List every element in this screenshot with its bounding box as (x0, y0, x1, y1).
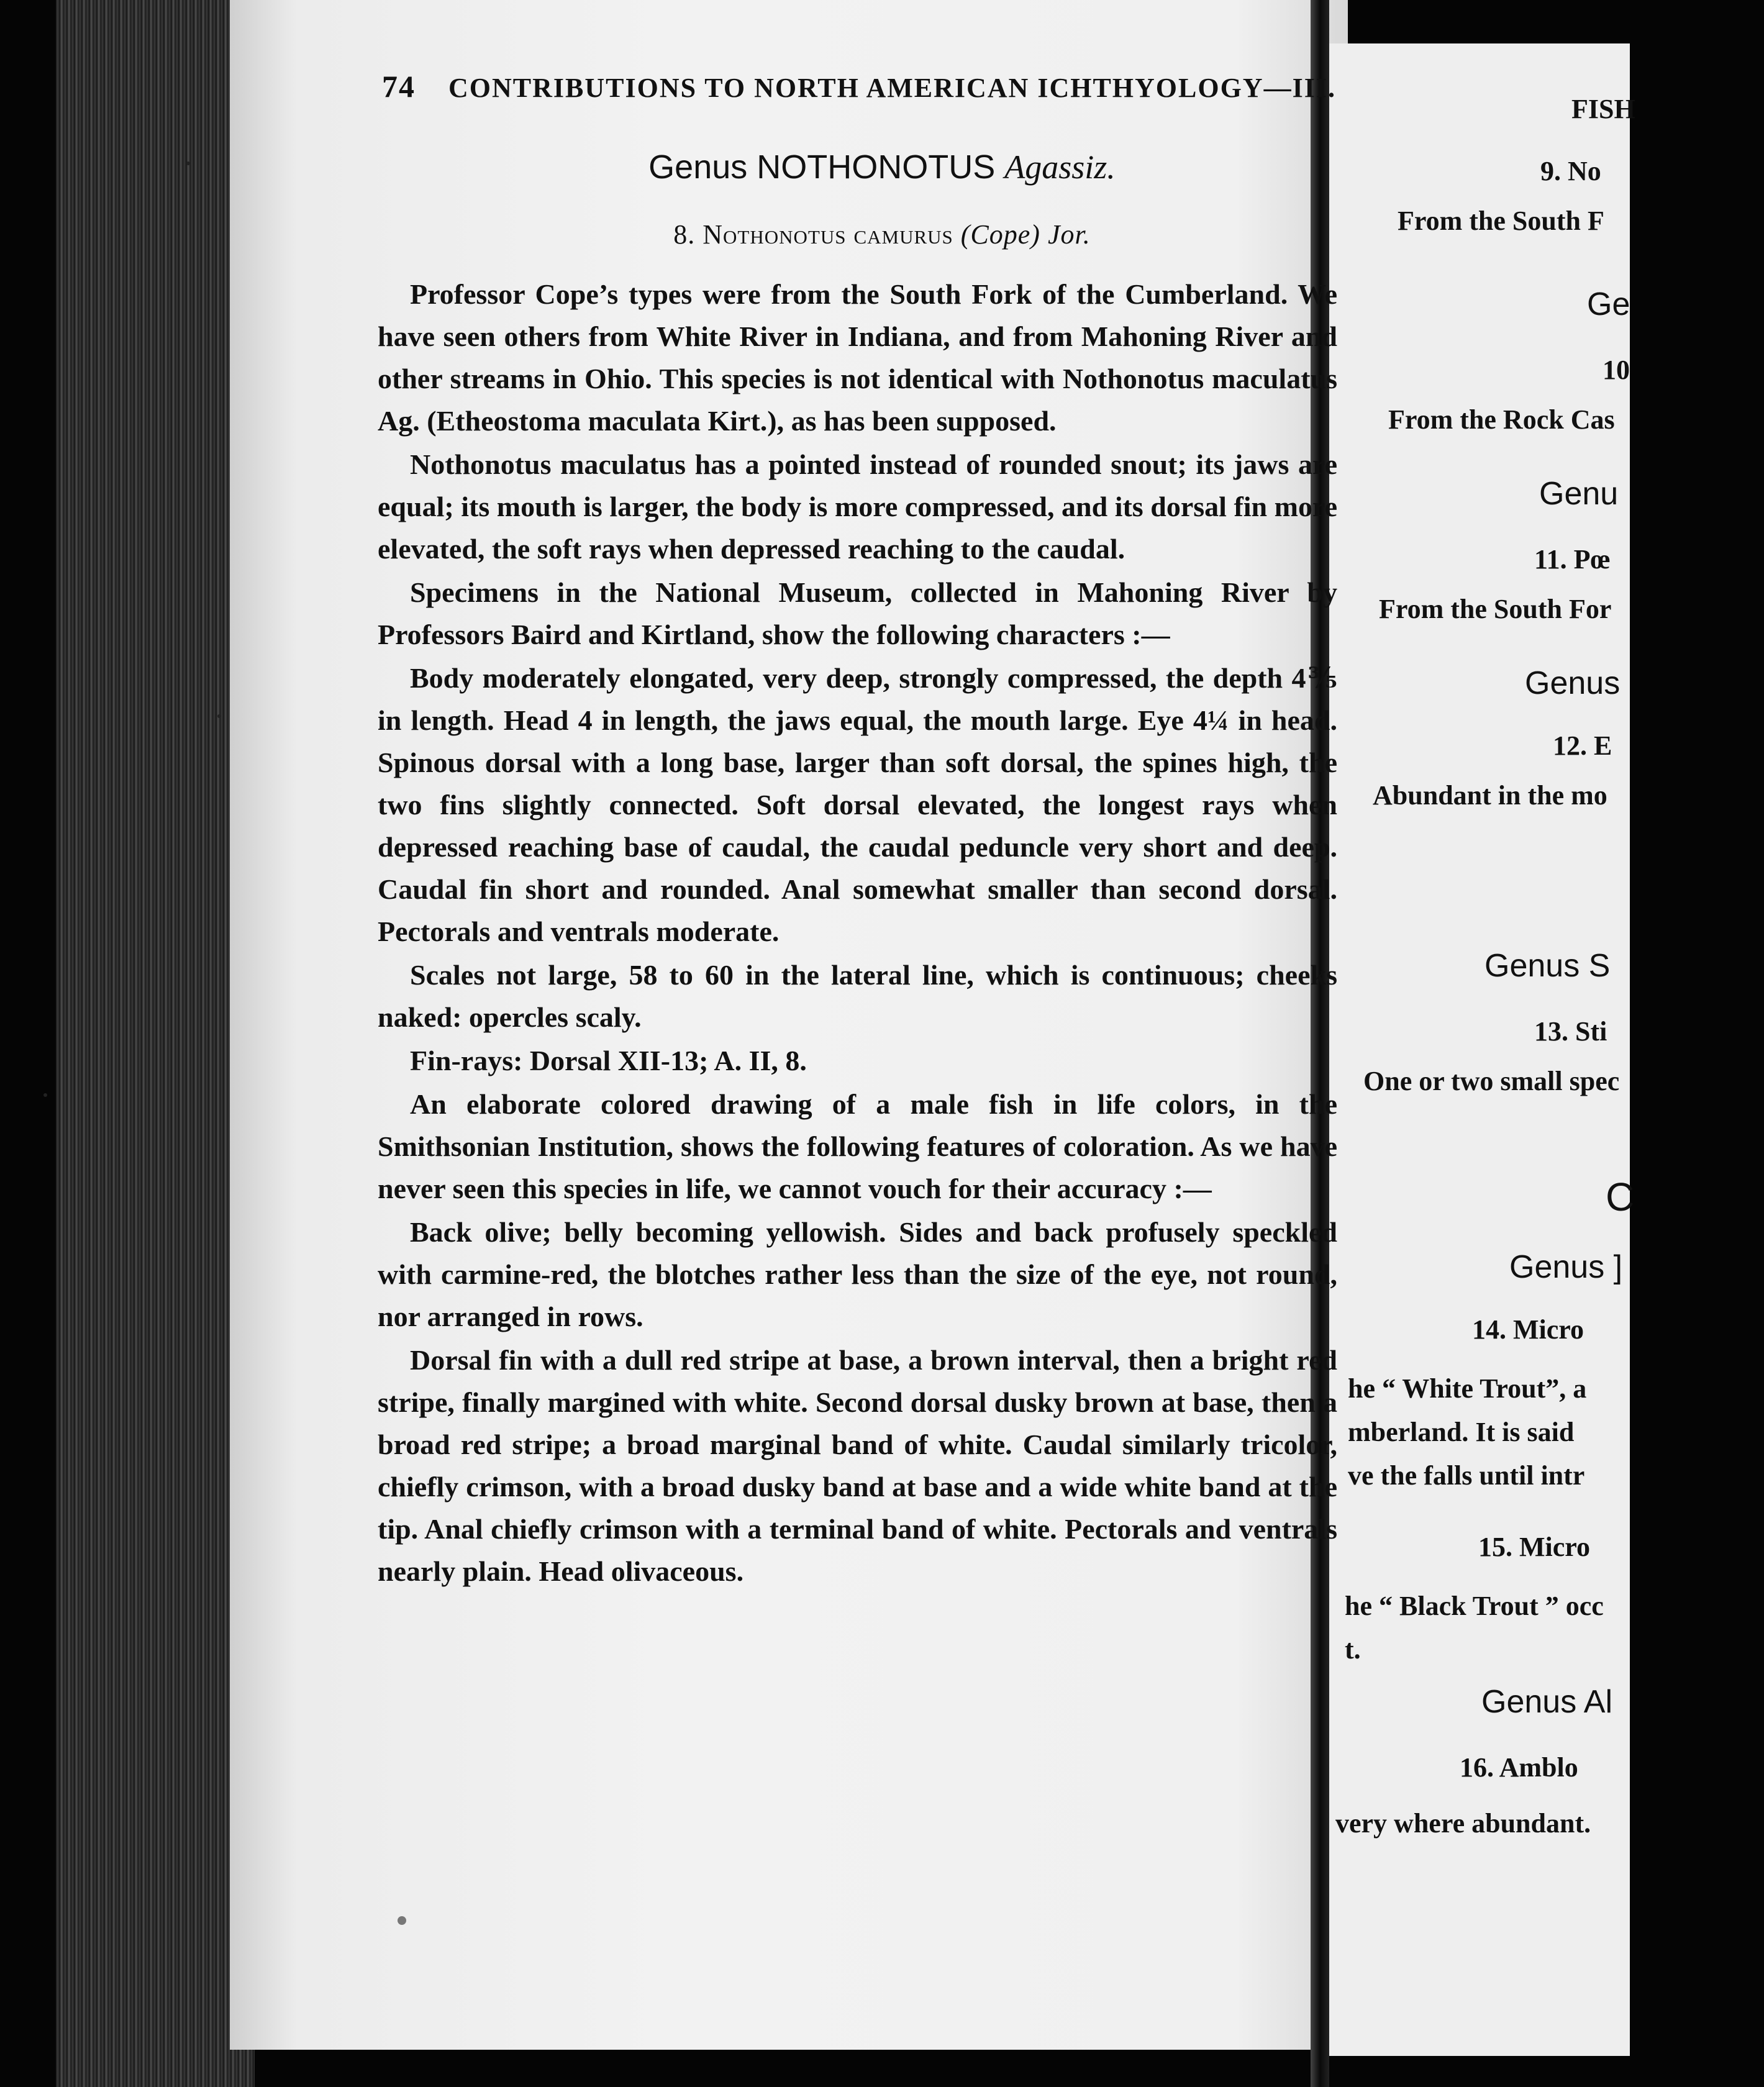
right-page-genus: Ge (1587, 286, 1630, 322)
right-page-genus: Genus (1525, 665, 1621, 701)
scan-speck (43, 1093, 47, 1097)
species-name: Nothonotus camurus (702, 219, 953, 250)
right-page-line: 16. Amblo (1460, 1752, 1578, 1783)
running-header-text: CONTRIBUTIONS TO NORTH AMERICAN ICHTHYOLOGY—III. (448, 73, 1336, 103)
species-author-2: Jor. (1047, 219, 1091, 250)
genus-authority: Agassiz. (1004, 148, 1116, 186)
right-page-line: From the Rock Cas (1388, 404, 1615, 435)
paragraph: Dorsal fin with a dull red stripe at base, a brown interval, then a bright red stripe, finally margined with white. Second dorsal dusky brown at base, then a broad red stripe; a broad marginal band of white. Caudal similarly tricolor, chiefly crimson, with a broad dusky band at base and a wide white band at the tip. Anal chiefly crimson with a terminal band of white. Pectorals and ventrals nearly plain. Head olivaceous. (378, 1344, 1337, 1587)
paragraph: Body moderately elongated, very deep, strongly compressed, the depth 4⅗ in length. Head 4 in length, the jaws equal, the mouth large. Eye 4¼ in head. Spinous dorsal with a long base, larger than soft dorsal, the spines high, the two fins slightly connected. Soft dorsal elevated, the longest rays when depressed reaching base of caudal, the caudal peduncle very short and deep. Caudal fin short and rounded. Anal somewhat smaller than second dorsal. Pectorals and ventrals moderate. (378, 662, 1337, 947)
right-page-genus: Genus Al (1481, 1684, 1613, 1720)
right-page-line: From the South F (1398, 206, 1604, 236)
right-page-genus: C (1606, 1175, 1635, 1219)
right-page-line: 11. Pœ (1534, 544, 1611, 575)
right-page-line: he “ Black Trout ” occ (1345, 1591, 1604, 1621)
right-page-line: very where abundant. (1335, 1808, 1591, 1839)
species-author: (Cope) (953, 219, 1048, 250)
right-page-line: mberland. It is said (1348, 1417, 1575, 1447)
paragraph: Fin-rays: Dorsal XII-13; A. II, 8. (410, 1045, 807, 1076)
species-number: 8. (673, 219, 703, 250)
scan-speck (217, 714, 221, 718)
right-page-line: ve the falls until intr (1348, 1460, 1585, 1491)
scan-speck (398, 1916, 406, 1925)
paragraph: Scales not large, 58 to 60 in the lateral line, which is continuous; cheeks naked: opercles scaly. (378, 959, 1337, 1033)
right-page-line: 15. Micro (1478, 1532, 1591, 1562)
genus-name: Genus NOTHONOTUS (648, 148, 1005, 186)
genus-heading (0, 148, 1764, 186)
page-number: 74 (382, 69, 416, 104)
paragraph: Professor Cope’s types were from the South Fork of the Cumberland. We have seen others from White River in Indiana, and from Mahoning River and other streams in Ohio. This species is not identical with Nothonotus maculatus Ag. (Etheostoma maculata Kirt.), as has been supposed. (378, 278, 1337, 437)
running-header (382, 68, 1336, 112)
right-page-header: FISH (1571, 94, 1635, 124)
right-page-line: 10 (1603, 355, 1630, 385)
right-page-genus: Genu (1539, 476, 1619, 512)
paragraph: An elaborate colored drawing of a male fish in life colors, in the Smithsonian Institution, shows the following features of coloration. As we have never seen this species in life, we cannot vouch for their accuracy :— (378, 1088, 1337, 1204)
right-page-line: One or two small spec (1363, 1066, 1620, 1096)
body-text (378, 273, 1337, 1594)
paragraph: Specimens in the National Museum, collected in Mahoning River by Professors Baird and Kirtland, show the following characters :— (378, 576, 1337, 650)
right-page-line: 9. No (1540, 156, 1601, 186)
right-page-genus: Genus S (1484, 948, 1611, 984)
right-page-genus: Genus ] (1509, 1249, 1623, 1285)
book-spine-edge (56, 0, 255, 2087)
right-page-line: Abundant in the mo (1373, 780, 1607, 811)
right-page-line: he “ White Trout”, a (1348, 1373, 1587, 1404)
paragraph: Nothonotus maculatus has a pointed instead of rounded snout; its jaws are equal; its mouth is larger, the body is more compressed, and its dorsal fin more elevated, the soft rays when depressed reaching to the caudal. (378, 448, 1337, 565)
right-page-line: t. (1345, 1634, 1361, 1665)
paragraph: Back olive; belly becoming yellowish. Sides and back profusely speckled with carmine-red, the blotches rather less than the size of the eye, not round, nor arranged in rows. (378, 1216, 1337, 1332)
right-page-line: 14. Micro (1472, 1314, 1584, 1345)
right-page-line: 13. Sti (1534, 1016, 1607, 1047)
right-page-line: From the South For (1379, 594, 1612, 624)
right-page-line: 12. E (1553, 730, 1612, 761)
